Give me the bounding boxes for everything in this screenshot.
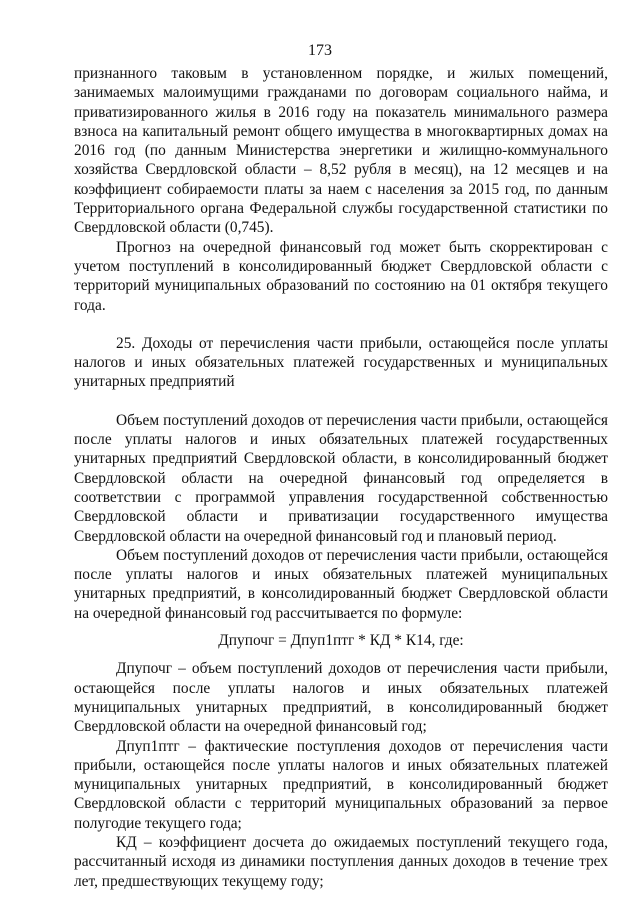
- paragraph-municipal-enterprises: Объем поступлений доходов от перечисления части прибыли, остающейся после уплаты налогов и иных обязательных платежей муниципальных унитарных предприятий, в консолидированный бюджет Свердловской области на очередной финансовый год рассчитывается по формуле:: [74, 546, 608, 622]
- paragraph-state-enterprises: Объем поступлений доходов от перечисления части прибыли, остающейся после уплаты налогов и иных обязательных платежей государственных унитарных предприятий Свердловской области, в консолидированный бюджет Свердловской области на очередной финансовый год определяется в соответствии с программой управления государственной собственностью Свердловской области и приватизации государственного имущества Свердловской области на очередной финансовый год и плановый период.: [74, 411, 608, 545]
- paragraph-forecast-adjustment: Прогноз на очередной финансовый год может быть скорректирован с учетом поступлений в консолидированный бюджет Свердловской области с территорий муниципальных образований по состоянию на 01 октября текущего года.: [74, 238, 608, 314]
- definition-dpupochg: Дпупочг – объем поступлений доходов от перечисления части прибыли, остающейся после уплаты налогов и иных обязательных платежей муниципальных унитарных предприятий, в консолидированный бюджет Свердловской области на очередной финансовый год;: [74, 660, 608, 736]
- section-heading-25: 25. Доходы от перечисления части прибыли, остающейся после уплаты налогов и иных обязательных платежей государственных и муниципальных унитарных предприятий: [74, 334, 608, 391]
- spacer: [74, 392, 608, 411]
- page-number: 173: [308, 42, 332, 59]
- document-body: [74, 64, 608, 891]
- paragraph-continuation: признанного таковым в установленном порядке, и жилых помещений, занимаемых малоимущими гражданами по договорам социального найма, и приватизированного жилья в 2016 году на показатель минимального размера взноса на капитальный ремонт общего имущества в многоквартирных домах на 2016 год (по данным Министерства энергетики и жилищно-коммунального хозяйства Свердловской области – 8,52 рубля в месяц), на 12 месяцев и на коэффициент собираемости платы за наем с населения за 2015 год, по данным Территориального органа Федеральной службы государственной статистики по Свердловской области (0,745).: [74, 65, 608, 237]
- formula: Дпупочг = Дпуп1птг * КД * К14, где:: [218, 632, 464, 650]
- spacer: [74, 315, 608, 334]
- definition-dpup1ptg: Дпуп1птг – фактические поступления доходов от перечисления части прибыли, остающейся после уплаты налогов и иных обязательных платежей муниципальных унитарных предприятий, в консолидированный бюджет Свердловской области с территорий муниципальных образований за первое полугодие текущего года;: [74, 737, 608, 832]
- definition-kd: КД – коэффициент досчета до ожидаемых поступлений текущего года, рассчитанный исходя из динамики поступления данных доходов в течение трех лет, предшествующих текущему году;: [74, 833, 608, 890]
